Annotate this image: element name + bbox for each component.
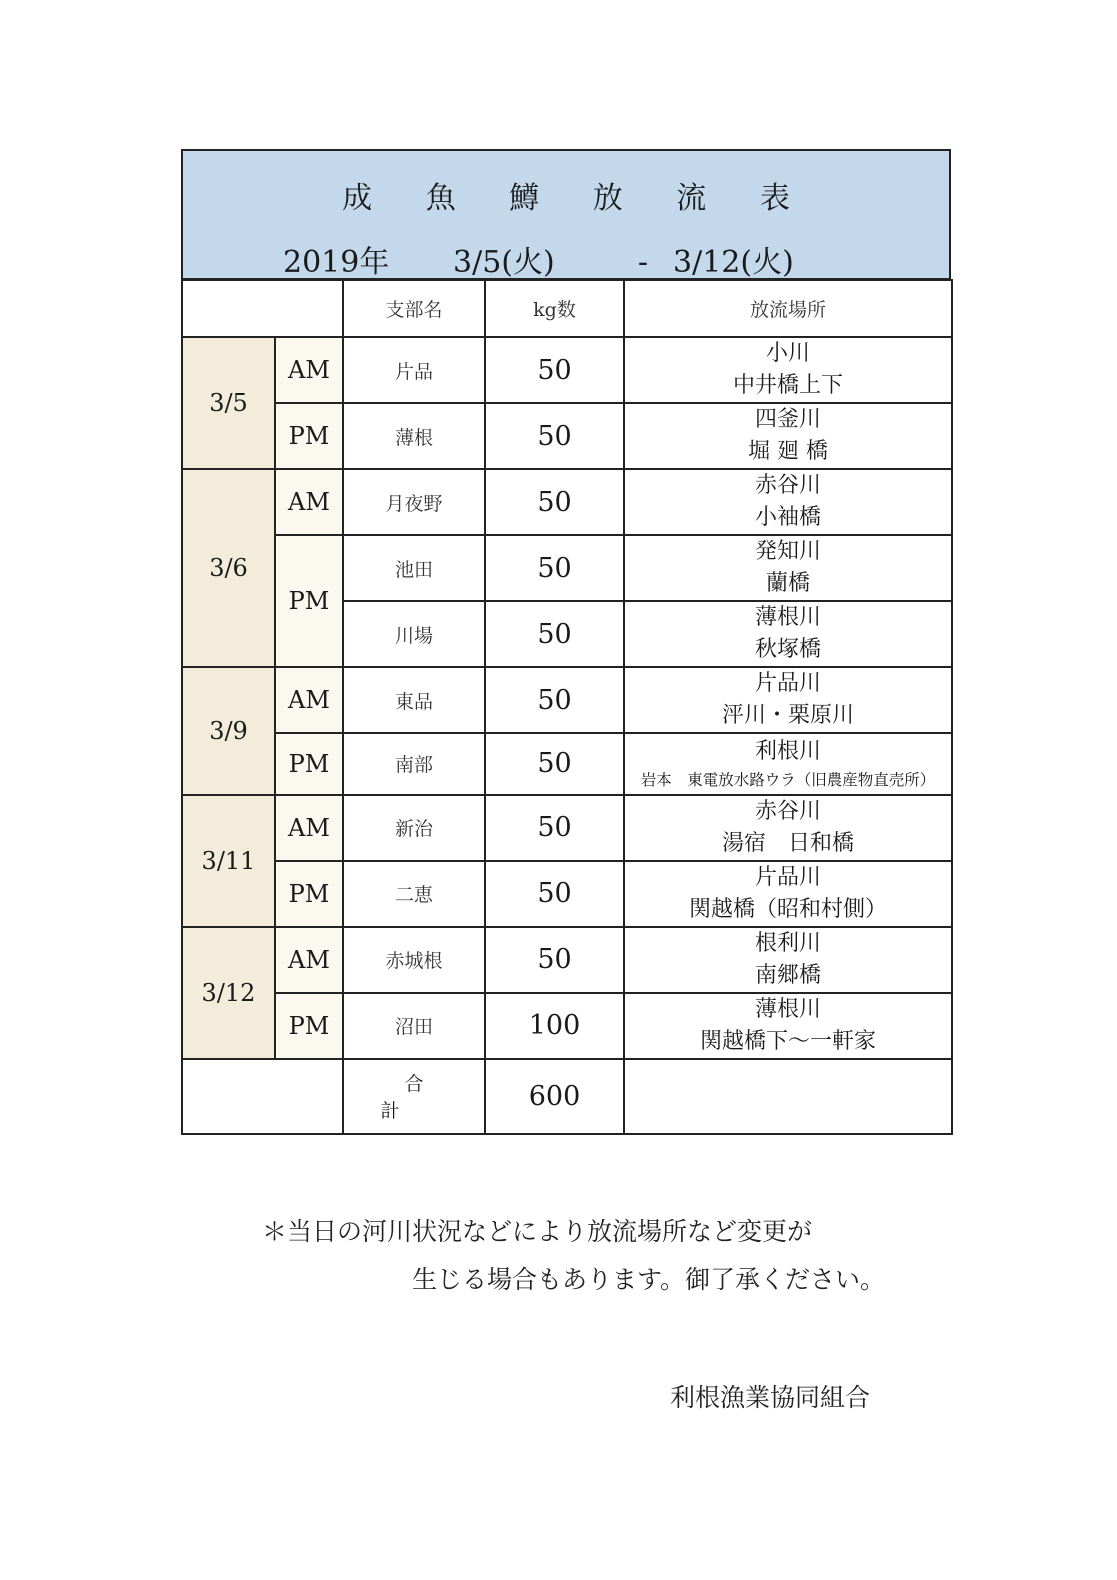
place-river: 赤谷川	[754, 798, 821, 824]
column-header-row	[182, 280, 952, 337]
place-site: 秋塚橋	[754, 637, 821, 662]
branch-cell: 池田	[343, 535, 485, 601]
column-header-place: 放流場所	[624, 280, 952, 337]
date-cell: 3/6	[182, 469, 275, 667]
place-cell	[624, 535, 952, 601]
place-cell	[624, 667, 952, 733]
ampm-cell: PM	[275, 535, 343, 667]
ampm-cell: PM	[275, 861, 343, 927]
place-river: 片品川	[754, 671, 821, 696]
table-row	[182, 535, 952, 601]
kg-cell: 50	[485, 927, 624, 993]
branch-cell: 薄根	[343, 403, 485, 469]
branch-cell: 新治	[343, 795, 485, 861]
place-river: 片品川	[754, 864, 821, 890]
table-row	[182, 993, 952, 1059]
kg-cell: 50	[485, 733, 624, 795]
branch-cell: 南部	[343, 733, 485, 795]
notice-line-1: ＊当日の河川状況などにより放流場所など変更が	[262, 1217, 813, 1246]
place-cell	[624, 337, 952, 403]
kg-cell: 50	[485, 403, 624, 469]
ampm-cell: AM	[275, 795, 343, 861]
total-blank-cell	[182, 1059, 343, 1134]
total-place-blank	[624, 1059, 952, 1134]
place-site: 関越橋（昭和村側）	[688, 896, 887, 922]
ampm-cell: AM	[275, 927, 343, 993]
table-row	[182, 337, 952, 403]
branch-cell: 川場	[343, 601, 485, 667]
period-separator: -	[637, 245, 649, 280]
ampm-cell: AM	[275, 667, 343, 733]
kg-cell: 100	[485, 993, 624, 1059]
place-cell	[624, 403, 952, 469]
branch-cell: 月夜野	[343, 469, 485, 535]
ampm-cell: PM	[275, 993, 343, 1059]
place-cell	[624, 469, 952, 535]
date-cell: 3/11	[182, 795, 275, 927]
place-cell	[624, 733, 952, 795]
table-header-banner	[181, 149, 951, 280]
table-row	[182, 469, 952, 535]
date-cell: 3/12	[182, 927, 275, 1059]
place-river: 薄根川	[754, 996, 821, 1022]
place-cell	[624, 927, 952, 993]
place-cell	[624, 601, 952, 667]
ampm-cell: AM	[275, 469, 343, 535]
ampm-cell: PM	[275, 733, 343, 795]
kg-cell: 50	[485, 469, 624, 535]
place-river: 薄根川	[754, 605, 821, 630]
ampm-cell: AM	[275, 337, 343, 403]
branch-cell: 赤城根	[343, 927, 485, 993]
table-row	[182, 861, 952, 927]
kg-cell: 50	[485, 535, 624, 601]
column-header-branch: 支部名	[343, 280, 485, 337]
place-river: 小川	[765, 341, 810, 366]
kg-cell: 50	[485, 601, 624, 667]
table-row	[182, 733, 952, 795]
notice-text	[262, 1208, 885, 1304]
date-cell: 3/5	[182, 337, 275, 469]
period-year: 2019年	[283, 245, 390, 280]
place-site: 小袖橋	[754, 505, 821, 530]
branch-cell: 沼田	[343, 993, 485, 1059]
branch-cell: 東品	[343, 667, 485, 733]
place-site: 関越橋下～一軒家	[699, 1028, 876, 1054]
place-site: 堀 廻 橋	[748, 439, 828, 464]
kg-cell: 50	[485, 667, 624, 733]
place-site: 中井橋上下	[732, 373, 843, 398]
table-row	[182, 927, 952, 993]
total-kg: 600	[485, 1059, 624, 1134]
table-row	[182, 403, 952, 469]
release-period	[283, 237, 794, 281]
kg-cell: 50	[485, 861, 624, 927]
period-start: 3/5(火)	[453, 245, 555, 280]
date-cell: 3/9	[182, 667, 275, 795]
place-river: 四釜川	[754, 407, 821, 432]
period-end: 3/12(火)	[673, 245, 794, 280]
place-river: 発知川	[754, 539, 821, 564]
place-site: 湯宿 日和橋	[721, 830, 854, 856]
kg-cell: 50	[485, 337, 624, 403]
table-row	[182, 795, 952, 861]
place-river: 赤谷川	[754, 473, 821, 498]
branch-cell: 二恵	[343, 861, 485, 927]
branch-cell: 片品	[343, 337, 485, 403]
document-title: 成 魚 鱒 放 流 表	[342, 181, 812, 216]
total-row	[182, 1059, 952, 1134]
place-site: 岩本 東電放水路ウラ（旧農産物直売所）	[640, 770, 936, 789]
ampm-cell: PM	[275, 403, 343, 469]
notice-line-2: 生じる場合もあります。御了承ください。	[412, 1265, 886, 1294]
place-site: 南郷橋	[754, 962, 821, 988]
release-schedule-table	[181, 279, 953, 1135]
organization-name: 利根漁業協同組合	[670, 1383, 871, 1412]
header-blank-cell	[182, 280, 343, 337]
column-header-kg: kg数	[485, 280, 624, 337]
place-cell	[624, 993, 952, 1059]
place-river: 根利川	[754, 930, 821, 956]
total-label: 合計	[343, 1059, 485, 1134]
table-row	[182, 667, 952, 733]
place-site: 泙川・栗原川	[721, 703, 854, 728]
kg-cell: 50	[485, 795, 624, 861]
place-cell	[624, 795, 952, 861]
place-cell	[624, 861, 952, 927]
place-river: 利根川	[754, 738, 821, 764]
place-site: 蘭橋	[765, 571, 810, 596]
